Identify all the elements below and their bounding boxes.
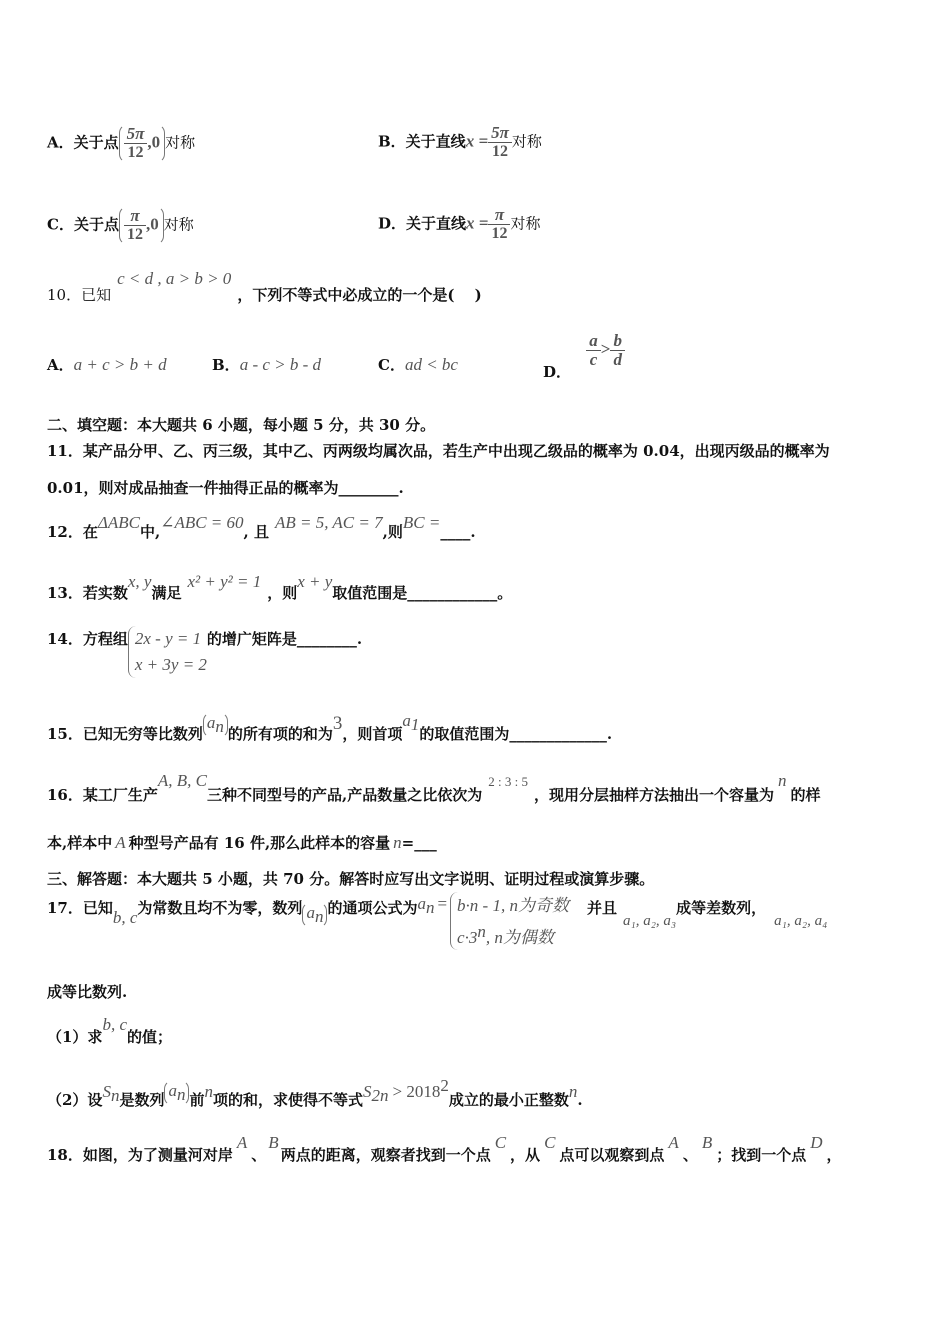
q10-option-c: C．ad < bc — [378, 355, 458, 374]
q17-part2: （2）设$S_n$是数列 $a_n$ 前n项的和，求使得不等式$S_{2n} > 2018^2$成立的最小正整数n. — [47, 1076, 583, 1109]
q15: 15．已知无穷等比数列$a_n$ 的所有项的和为3，则首项$a_1$的取值范围为_____________. — [47, 711, 613, 743]
q17-line2: 成等比数列. — [47, 983, 128, 1001]
q12: 12．在ΔABC中,∠ABC = 60, 且 AB = 5, AC = 7,则BC =____. — [47, 513, 476, 541]
q9-option-a: A．关于点 $\frac{5\pi}{12}$ ,0 对称 — [47, 124, 196, 161]
q17-stem: 17．已知b, c为常数且均不为零，数列 $a_n$ 的通项公式为$a_n$ = b·n - 1, n为奇数 $c\cdot 3^n$, n为偶数 并且a₁, a₂, a₃成等差数列，a₁, a₂, a₄ — [47, 892, 827, 950]
q16-line1: 16．某工厂生产A, B, C三种不同型号的产品,产品数量之比依次为2 : 3 : 5，现用分层抽样方法抽出一个容量为n的样 — [47, 771, 821, 804]
q18-stem: 18．如图，为了测量河对岸A、B两点的距离，观察者找到一个点C，从C点可以观察到点A、B；找到一个点D， — [47, 1133, 842, 1164]
q14: 14．方程组 2x - y = 1 x + 3y = 2 的增广矩阵是________. — [47, 626, 362, 678]
q9-option-b: B．关于直线x = $\frac{5\pi}{12}$ 对称 — [378, 123, 542, 160]
q13: 13．若实数x, y满足x² + y² = 1，则x + y取值范围是____________。 — [47, 572, 513, 602]
q10-stem: 10．已知c < d , a > b > 0，下列不等式中必成立的一个是( ) — [47, 269, 482, 304]
q10-option-a: A．a + c > b + d — [47, 355, 167, 374]
q9-option-c: C．关于点 $\frac{\pi}{12}$ ,0 对称 — [47, 206, 194, 243]
q16-line2: 本,样本中 A 种型号产品有 16 件,那么此样本的容量 n=___ — [47, 833, 437, 852]
q11-line1: 11．某产品分甲、乙、丙三级，其中乙、丙两级均属次品，若生产中出现乙级品的概率为 0.04，出现丙级品的概率为 — [47, 442, 830, 460]
q11-line2: 0.01，则对成品抽查一件抽得正品的概率为________. — [47, 479, 404, 497]
q10-option-d: D． $\frac{a}{c}$ > $\frac{b}{d}$ — [543, 332, 625, 369]
q10-option-b: B．a - c > b - d — [212, 355, 322, 374]
section-solution-heading: 三、解答题：本大题共 5 小题，共 70 分。解答时应写出文字说明、证明过程或演算步骤。 — [47, 870, 655, 888]
section-fill-in-heading: 二、填空题：本大题共 6 小题，每小题 5 分，共 30 分。 — [47, 416, 436, 434]
q17-part1: （1）求b, c的值； — [47, 1015, 172, 1046]
q9-option-d: D．关于直线x = $\frac{\pi}{12}$ 对称 — [378, 205, 541, 242]
